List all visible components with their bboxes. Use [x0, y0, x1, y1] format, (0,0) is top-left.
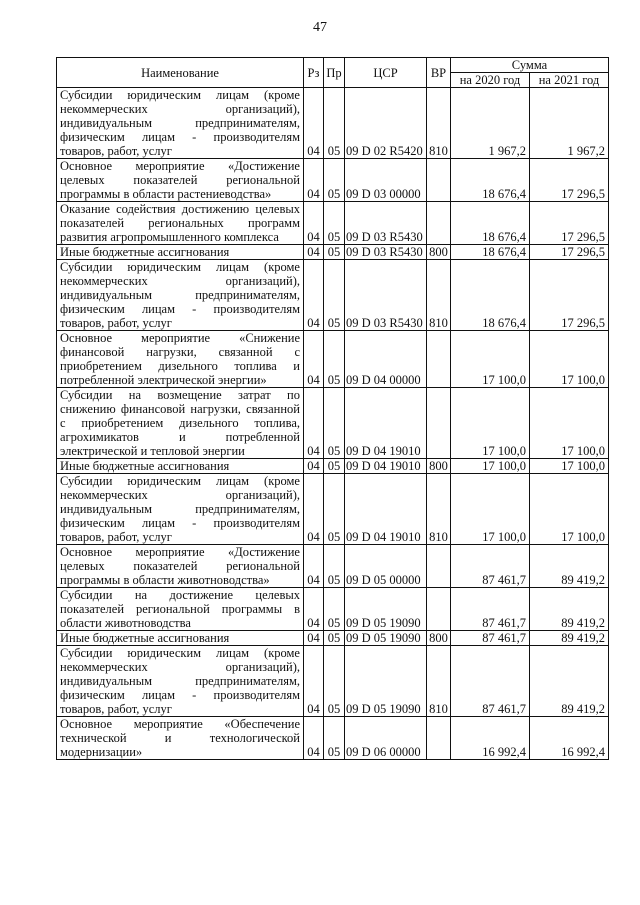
row-rz: 04 — [304, 717, 324, 760]
row-csr: 09 D 04 19010 — [345, 474, 427, 545]
row-csr: 09 D 05 00000 — [345, 545, 427, 588]
row-rz: 04 — [304, 646, 324, 717]
row-sum-2021: 16 992,4 — [530, 717, 609, 760]
row-sum-2020: 18 676,4 — [451, 159, 530, 202]
row-csr: 09 D 04 19010 — [345, 388, 427, 459]
row-name: Оказание содействия достижению целевых показателей региональных программ развития агропромышленного комплекса — [57, 202, 304, 245]
row-name: Субсидии на достижение целевых показателей региональной программы в области животноводства — [57, 588, 304, 631]
row-vr: 800 — [427, 245, 451, 260]
row-rz: 04 — [304, 545, 324, 588]
row-vr: 800 — [427, 631, 451, 646]
header-sum: Сумма — [451, 58, 609, 73]
row-csr: 09 D 04 19010 — [345, 459, 427, 474]
row-name: Субсидии на возмещение затрат по снижению финансовой нагрузки, связанной с приобретением дизельного топлива, агрохимикатов и потребленной электрической и тепловой энергии — [57, 388, 304, 459]
row-sum-2021: 17 296,5 — [530, 260, 609, 331]
row-sum-2020: 87 461,7 — [451, 588, 530, 631]
row-rz: 04 — [304, 245, 324, 260]
header-pr: Пр — [324, 58, 345, 88]
header-csr: ЦСР — [345, 58, 427, 88]
row-pr: 05 — [324, 159, 345, 202]
row-sum-2020: 87 461,7 — [451, 545, 530, 588]
table-body — [57, 88, 609, 760]
row-rz: 04 — [304, 202, 324, 245]
row-vr — [427, 331, 451, 388]
row-vr: 810 — [427, 260, 451, 331]
row-sum-2021: 17 100,0 — [530, 331, 609, 388]
row-vr: 810 — [427, 88, 451, 159]
row-sum-2020: 18 676,4 — [451, 245, 530, 260]
row-name: Субсидии юридическим лицам (кроме некоммерческих организаций), индивидуальным предпринимателям, физическим лицам - производителям товаров, работ, услуг — [57, 474, 304, 545]
header-name: Наименование — [57, 58, 304, 88]
row-sum-2020: 17 100,0 — [451, 459, 530, 474]
row-rz: 04 — [304, 459, 324, 474]
row-csr: 09 D 04 00000 — [345, 331, 427, 388]
row-csr: 09 D 03 R5430 — [345, 202, 427, 245]
row-pr: 05 — [324, 631, 345, 646]
table-row — [57, 545, 609, 588]
row-rz: 04 — [304, 388, 324, 459]
row-name: Иные бюджетные ассигнования — [57, 459, 304, 474]
row-vr — [427, 717, 451, 760]
row-vr: 810 — [427, 646, 451, 717]
row-pr: 05 — [324, 245, 345, 260]
table-row — [57, 245, 609, 260]
row-rz: 04 — [304, 474, 324, 545]
row-sum-2021: 17 100,0 — [530, 388, 609, 459]
header-rz: Рз — [304, 58, 324, 88]
row-pr: 05 — [324, 202, 345, 245]
row-sum-2021: 17 296,5 — [530, 245, 609, 260]
row-vr: 800 — [427, 459, 451, 474]
row-csr: 09 D 03 R5430 — [345, 260, 427, 331]
row-pr: 05 — [324, 331, 345, 388]
row-rz: 04 — [304, 159, 324, 202]
table-row — [57, 159, 609, 202]
row-name: Основное мероприятие «Обеспечение технической и технологической модернизации» — [57, 717, 304, 760]
row-name: Иные бюджетные ассигнования — [57, 245, 304, 260]
budget-table — [56, 57, 609, 760]
table-row — [57, 717, 609, 760]
row-pr: 05 — [324, 717, 345, 760]
row-sum-2020: 87 461,7 — [451, 631, 530, 646]
table-row — [57, 388, 609, 459]
header-year-2021: на 2021 год — [530, 73, 609, 88]
row-csr: 09 D 05 19090 — [345, 588, 427, 631]
row-rz: 04 — [304, 88, 324, 159]
page-number: 47 — [313, 20, 327, 35]
row-name: Основное мероприятие «Достижение целевых показателей региональной программы в области растениеводства» — [57, 159, 304, 202]
row-vr — [427, 202, 451, 245]
row-name: Субсидии юридическим лицам (кроме некоммерческих организаций), индивидуальным предпринимателям, физическим лицам - производителям товаров, работ, услуг — [57, 646, 304, 717]
row-vr — [427, 545, 451, 588]
header-vr: ВР — [427, 58, 451, 88]
row-sum-2020: 87 461,7 — [451, 646, 530, 717]
table-row — [57, 88, 609, 159]
header-year-2020: на 2020 год — [451, 73, 530, 88]
row-sum-2021: 17 296,5 — [530, 202, 609, 245]
row-pr: 05 — [324, 88, 345, 159]
row-sum-2020: 17 100,0 — [451, 331, 530, 388]
row-sum-2020: 1 967,2 — [451, 88, 530, 159]
row-name: Субсидии юридическим лицам (кроме некоммерческих организаций), индивидуальным предпринимателям, физическим лицам - производителям товаров, работ, услуг — [57, 88, 304, 159]
row-csr: 09 D 03 R5430 — [345, 245, 427, 260]
row-rz: 04 — [304, 631, 324, 646]
row-sum-2020: 18 676,4 — [451, 260, 530, 331]
table-row — [57, 260, 609, 331]
row-sum-2021: 17 100,0 — [530, 474, 609, 545]
row-pr: 05 — [324, 474, 345, 545]
row-rz: 04 — [304, 588, 324, 631]
row-sum-2021: 17 100,0 — [530, 459, 609, 474]
row-sum-2021: 89 419,2 — [530, 545, 609, 588]
row-csr: 09 D 02 R5420 — [345, 88, 427, 159]
row-vr — [427, 159, 451, 202]
row-name: Основное мероприятие «Достижение целевых показателей региональной программы в области животноводства» — [57, 545, 304, 588]
row-vr: 810 — [427, 474, 451, 545]
row-pr: 05 — [324, 646, 345, 717]
row-sum-2020: 18 676,4 — [451, 202, 530, 245]
row-rz: 04 — [304, 260, 324, 331]
row-sum-2020: 16 992,4 — [451, 717, 530, 760]
table-row — [57, 202, 609, 245]
row-sum-2021: 89 419,2 — [530, 588, 609, 631]
table-row — [57, 459, 609, 474]
row-pr: 05 — [324, 588, 345, 631]
row-name: Иные бюджетные ассигнования — [57, 631, 304, 646]
table-row — [57, 588, 609, 631]
table-row — [57, 646, 609, 717]
row-sum-2020: 17 100,0 — [451, 388, 530, 459]
row-sum-2020: 17 100,0 — [451, 474, 530, 545]
row-name: Основное мероприятие «Снижение финансовой нагрузки, связанной с приобретением дизельного топлива и потребленной электрической энергии» — [57, 331, 304, 388]
row-pr: 05 — [324, 388, 345, 459]
row-pr: 05 — [324, 459, 345, 474]
row-csr: 09 D 05 19090 — [345, 631, 427, 646]
row-sum-2021: 1 967,2 — [530, 88, 609, 159]
table-row — [57, 331, 609, 388]
table-row — [57, 474, 609, 545]
row-sum-2021: 89 419,2 — [530, 646, 609, 717]
row-vr — [427, 388, 451, 459]
row-csr: 09 D 05 19090 — [345, 646, 427, 717]
row-csr: 09 D 03 00000 — [345, 159, 427, 202]
row-sum-2021: 89 419,2 — [530, 631, 609, 646]
row-pr: 05 — [324, 545, 345, 588]
row-name: Субсидии юридическим лицам (кроме некоммерческих организаций), индивидуальным предпринимателям, физическим лицам - производителям товаров, работ, услуг — [57, 260, 304, 331]
row-sum-2021: 17 296,5 — [530, 159, 609, 202]
table-row — [57, 631, 609, 646]
row-rz: 04 — [304, 331, 324, 388]
row-csr: 09 D 06 00000 — [345, 717, 427, 760]
row-vr — [427, 588, 451, 631]
row-pr: 05 — [324, 260, 345, 331]
